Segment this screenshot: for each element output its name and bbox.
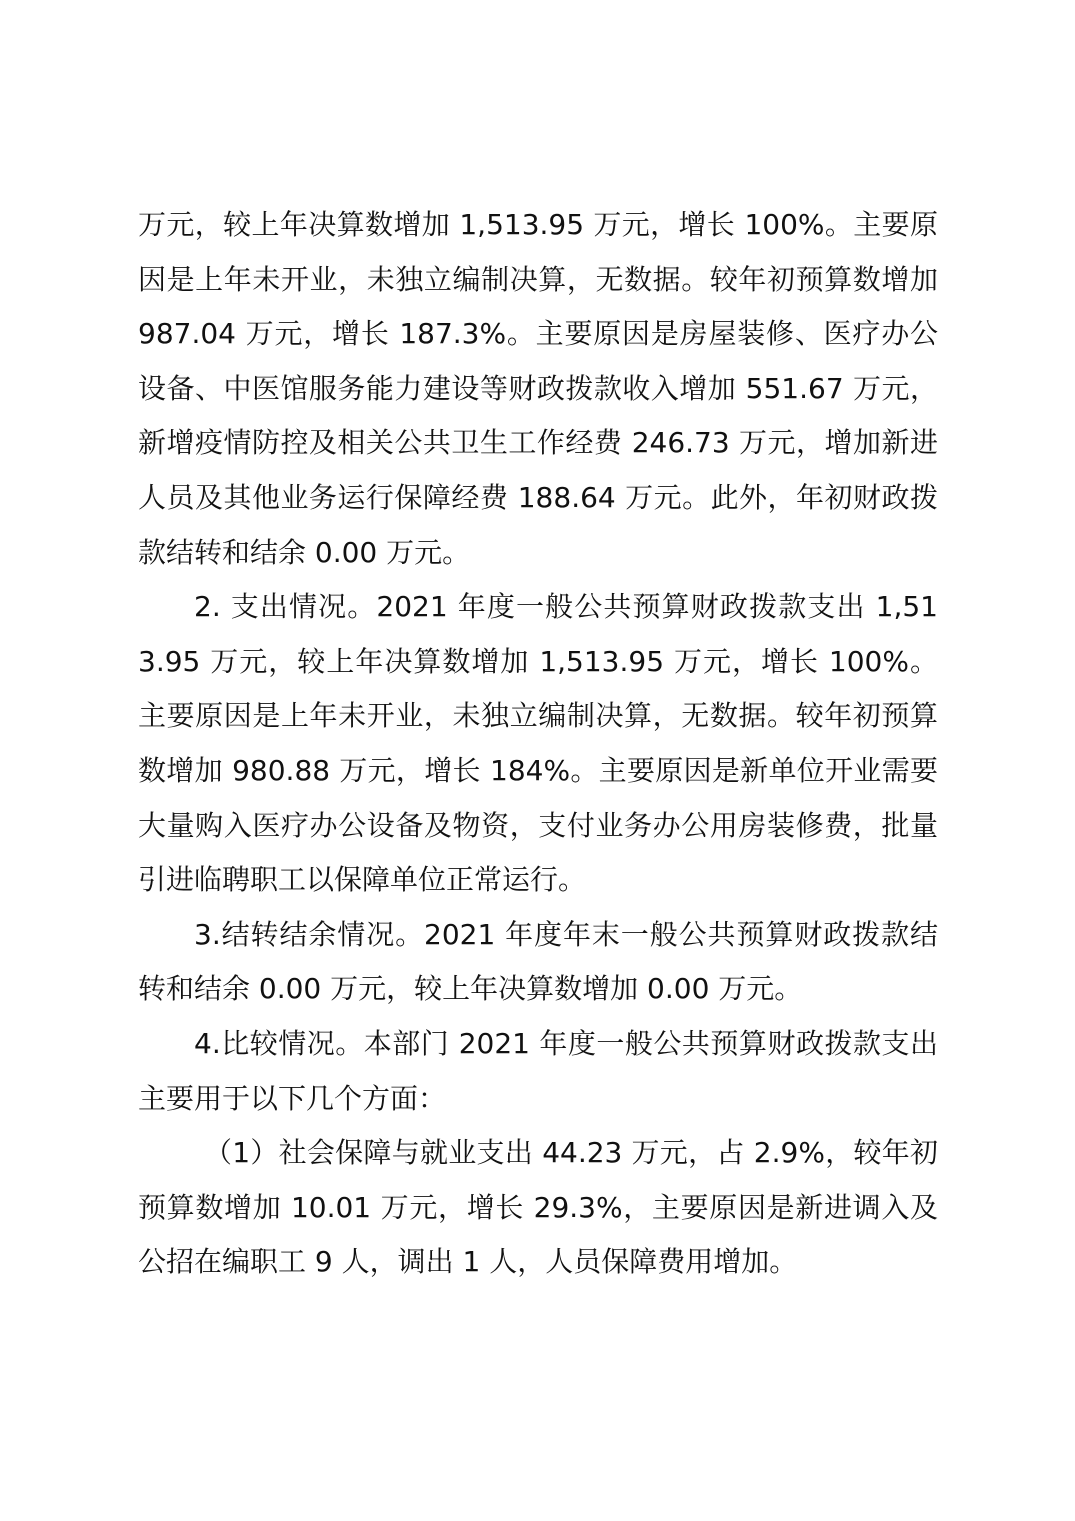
paragraph-social-security: （1）社会保障与就业支出 44.23 万元，占 2.9%，较年初预算数增加 10.01 万元，增长 29.3%，主要原因是新进调入及公招在编职工 9 人，调出 1 人，人员保障费用增加。 [138,1136,938,1279]
document-body [138,198,938,1290]
paragraph-income-continued: 万元，较上年决算数增加 1,513.95 万元，增长 100%。主要原因是上年未开业，未独立编制决算，无数据。较年初预算数增加 987.04 万元，增长 187.3%。主要原因是房屋装修、医疗办公设备、中医馆服务能力建设等财政拨款收入增加 551.67 万元，新增疫情防控及相关公共卫生工作经费 246.73 万元，增加新进人员及其他业务运行保障经费 188.64 万元。此外，年初财政拨款结转和结余 0.00 万元。 [138,208,938,569]
paragraph-comparison: 4.比较情况。本部门 2021 年度一般公共预算财政拨款支出主要用于以下几个方面： [138,1026,938,1115]
paragraph-carryover: 3.结转结余情况。2021 年度年末一般公共预算财政拨款结转和结余 0.00 万元，较上年决算数增加 0.00 万元。 [138,917,938,1006]
paragraph-expenditure: 2. 支出情况。2021 年度一般公共预算财政拨款支出 1,513.95 万元，较上年决算数增加 1,513.95 万元，增长 100%。主要原因是上年未开业，未独立编制决算，无数据。较年初预算数增加 980.88 万元，增长 184%。主要原因是新单位开业需要大量购入医疗办公设备及物资，支付业务办公用房装修费，批量引进临聘职工以保障单位正常运行。 [138,590,938,897]
